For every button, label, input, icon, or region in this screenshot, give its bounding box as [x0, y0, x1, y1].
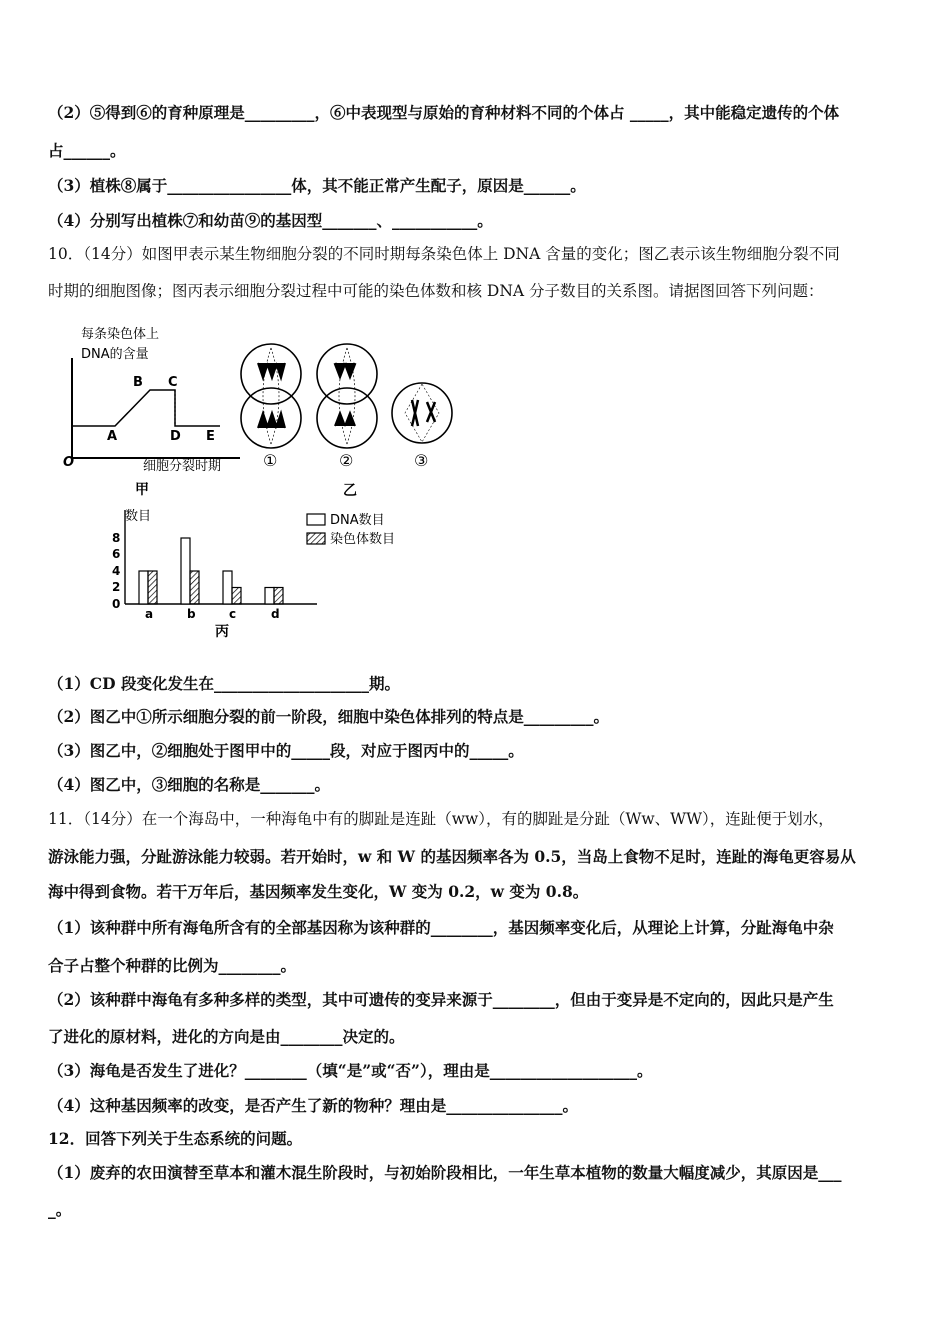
jia-point-e: E [206, 429, 215, 444]
q11-part2-line1: （2）该种群中海龟有多种多样的类型，其中可遗传的变异来源于________，但由于变异是不定向的，因此只是产生 [48, 990, 834, 1009]
q11-stem-line3: 海中得到食物。若干万年后，基因频率发生变化，W 变为 0.2，w 变为 0.8。 [48, 882, 589, 901]
q12-part1-line1: （1）废弃的农田演替至草本和灌木混生阶段时，与初始阶段相比，一年生草本植物的数量大幅度减少，其原因是___ [48, 1163, 842, 1182]
q10-part2: （2）图乙中①所示细胞分裂的前一阶段，细胞中染色体排列的特点是_________。 [48, 707, 610, 726]
q9-part4: （4）分别写出植株⑦和幼苗⑨的基因型_______、___________。 [48, 211, 493, 230]
jia-caption: 甲 [135, 482, 149, 498]
q11-part4: （4）这种基因频率的改变，是否产生了新的物种？理由是_______________。 [48, 1096, 579, 1115]
bing-xtick-c: c [229, 607, 237, 621]
q9-part3: （3）植株⑧属于________________体，其不能正常产生配子，原因是______。 [48, 176, 586, 195]
legend-dna-label: DNA数目 [330, 513, 385, 528]
q10-part3: （3）图乙中，②细胞处于图甲中的_____段，对应于图丙中的_____。 [48, 741, 524, 760]
bing-xtick-d: d [271, 607, 280, 621]
q11-part1-line2: 合子占整个种群的比例为________。 [48, 956, 297, 975]
bar-a-chromosome [148, 571, 157, 604]
cell-2 [317, 344, 377, 448]
figure-jia-dna-curve [63, 326, 240, 498]
legend-chrom-swatch [307, 533, 325, 544]
q9-part2-line2: 占______。 [48, 141, 126, 160]
cell-1 [241, 344, 301, 448]
q11-part2-line2: 了进化的原材料，进化的方向是由________决定的。 [48, 1027, 405, 1046]
q11-part1-line1: （1）该种群中所有海龟所含有的全部基因称为该种群的________，基因频率变化后，从理论上计算，分趾海龟中杂 [48, 918, 834, 937]
q11-stem-line2: 游泳能力强，分趾游泳能力较弱。若开始时，w 和 W 的基因频率各为 0.5，当岛上食物不足时，连趾的海龟更容易从 [48, 847, 856, 866]
cell-3 [392, 383, 452, 443]
bar-d-dna [265, 588, 274, 605]
yi-label-2: ② [339, 451, 354, 470]
yi-caption: 乙 [343, 483, 357, 499]
bar-c-chromosome [232, 588, 241, 605]
bing-xtick-b: b [187, 607, 196, 621]
legend-chrom-label: 染色体数目 [330, 532, 396, 547]
bing-caption: 丙 [215, 624, 229, 640]
q10-part1: （1）CD 段变化发生在____________________期。 [48, 674, 400, 693]
q10-part4: （4）图乙中，③细胞的名称是_______。 [48, 775, 331, 794]
q10-stem-line2: 时期的细胞图像；图丙表示细胞分裂过程中可能的染色体数和核 DNA 分子数目的关系图。请据图回答下列问题： [48, 282, 824, 300]
jia-xlabel: 细胞分裂时期 [143, 459, 222, 474]
bing-ytick-0: 0 [112, 597, 121, 611]
bar-a-dna [139, 571, 148, 604]
jia-curve [72, 390, 220, 426]
q9-part2-line1: （2）⑤得到⑥的育种原理是_________，⑥中表现型与原始的育种材料不同的个体占 _____，其中能稳定遗传的个体 [48, 103, 840, 122]
bing-ytick-2: 2 [112, 580, 121, 594]
jia-point-c: C [168, 375, 178, 390]
yi-label-1: ① [263, 451, 278, 470]
bar-b-chromosome [190, 571, 199, 604]
legend-dna-swatch [307, 514, 325, 525]
bing-ytick-8: 8 [112, 531, 121, 545]
jia-point-a: A [107, 429, 118, 444]
jia-point-d: D [170, 429, 181, 444]
figure-bing-bar-chart [112, 508, 395, 640]
bar-c-dna [223, 571, 232, 604]
jia-point-b: B [133, 375, 143, 390]
bing-ylabel: 数目 [125, 509, 152, 524]
q12-stem: 12．回答下列关于生态系统的问题。 [48, 1129, 303, 1148]
bar-b-dna [181, 538, 190, 604]
yi-label-3: ③ [414, 451, 429, 470]
q11-stem-line1: 11．（14分）在一个海岛中，一种海龟中有的脚趾是连趾（ww），有的脚趾是分趾（Ww、WW），连趾便于划水， [48, 810, 834, 828]
q10-stem-line1: 10．（14分）如图甲表示某生物细胞分裂的不同时期每条染色体上 DNA 含量的变化；图乙表示该生物细胞分裂不同 [48, 245, 840, 263]
q11-part3: （3）海龟是否发生了进化？________（填“是”或“否”），理由是___________________。 [48, 1061, 653, 1080]
bar-d-chromosome [274, 588, 283, 605]
bing-ytick-6: 6 [112, 547, 121, 561]
bing-ytick-4: 4 [112, 564, 121, 578]
figure-yi-cells [241, 344, 452, 499]
jia-ylabel-1: 每条染色体上 [81, 327, 160, 342]
bing-xtick-a: a [145, 607, 154, 621]
figure-group [55, 318, 455, 648]
jia-origin: O [63, 455, 75, 470]
jia-ylabel-2: DNA的含量 [81, 347, 149, 362]
q12-part1-line2: _。 [48, 1200, 72, 1219]
